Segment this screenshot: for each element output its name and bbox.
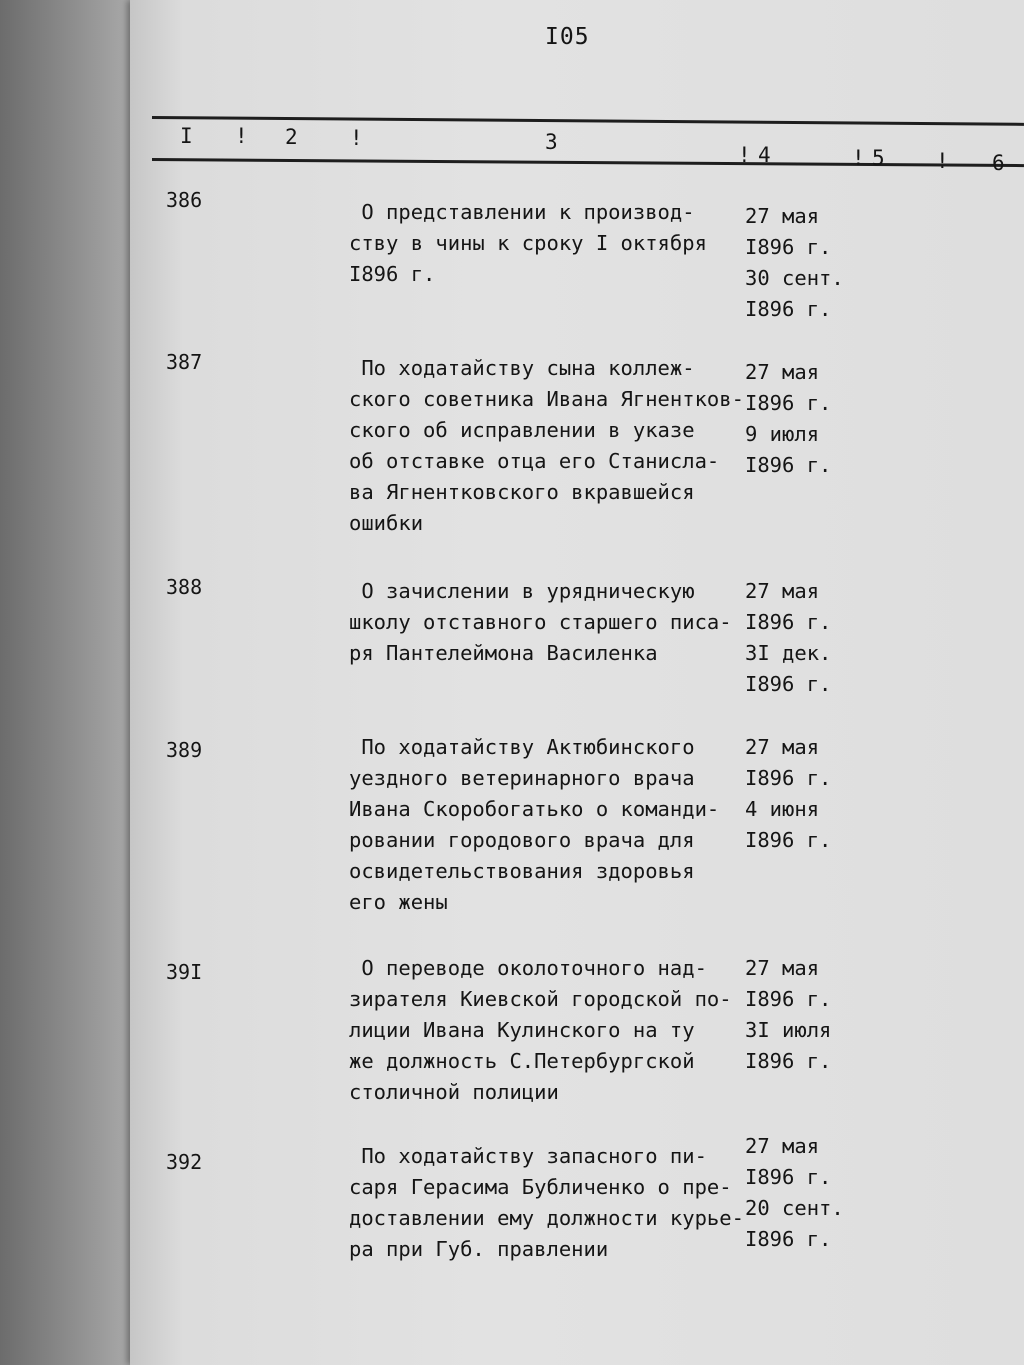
entry-text-386: О представлении к производ- ству в чины к сроку I октября I896 г.: [349, 200, 707, 286]
entry-text-387: По ходатайству сына коллеж- ского советника Ивана Ягнентков- ского об исправлении в указе об отставке отца его Станисла- ва Ягнентковского вкравшейся ошибки: [349, 356, 744, 535]
column-header-5: 5: [872, 146, 885, 170]
entry-dates-386: 27 мая I896 г. 30 сент. I896 г.: [745, 204, 844, 321]
entry-dates-392: 27 мая I896 г. 20 сент. I896 г.: [745, 1134, 844, 1251]
entry-number-387: 387: [166, 350, 203, 374]
entry-dates-389: 27 мая I896 г. 4 июня I896 г.: [745, 735, 832, 852]
column-separator-3: !: [738, 143, 751, 167]
column-header-2: 2: [285, 125, 298, 149]
entry-text-391: О переводе околоточного над- зирателя Киевской городской по- лиции Ивана Кулинского на ту же должность С.Петербургской столичной полиции: [349, 956, 732, 1104]
entry-dates-387: 27 мая I896 г. 9 июля I896 г.: [745, 360, 832, 477]
column-header-6: 6: [992, 151, 1005, 175]
column-separator-1: !: [235, 124, 248, 148]
column-header-1: I: [180, 124, 193, 148]
column-separator-2: !: [350, 126, 363, 150]
column-separator-4: !: [852, 146, 865, 170]
entry-number-391: 39I: [166, 960, 203, 984]
entry-number-388: 388: [166, 575, 203, 599]
entry-number-392: 392: [166, 1150, 203, 1174]
entry-dates-391: 27 мая I896 г. 3I июля I896 г.: [745, 956, 832, 1073]
entry-text-388: О зачислении в урядническую школу отставного старшего писа- ря Пантелеймона Василенка: [349, 579, 732, 665]
column-separator-5: !: [936, 149, 949, 173]
column-header-3: 3: [545, 130, 558, 154]
entry-dates-388: 27 мая I896 г. 3I дек. I896 г.: [745, 579, 832, 696]
entry-number-389: 389: [166, 738, 203, 762]
entry-text-392: По ходатайству запасного пи- саря Герасима Бубличенко о пре- доставлении ему должности курье- ра при Губ. правлении: [349, 1144, 744, 1261]
book-spine-shadow: [0, 0, 130, 1365]
page-number: I05: [545, 24, 590, 50]
column-header-4: 4: [758, 143, 771, 167]
entry-text-389: По ходатайству Актюбинского уездного ветеринарного врача Ивана Скоробогатько о команди- ровании городового врача для освидетельствования здоровья его жены: [349, 735, 720, 914]
entry-number-386: 386: [166, 188, 203, 212]
